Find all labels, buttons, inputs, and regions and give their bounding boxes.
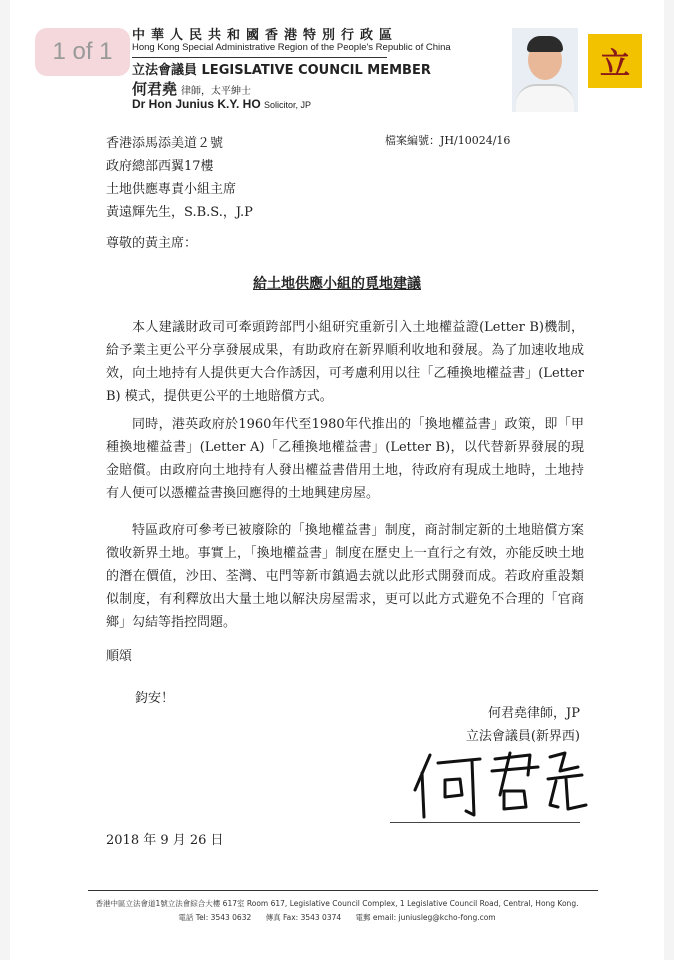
- footer-tel: 電話 Tel: 3543 0632: [178, 913, 252, 922]
- file-number: 檔案編號：JH/10024/16: [385, 134, 511, 147]
- letter-subject: 給土地供應小組的覓地建議: [253, 276, 421, 292]
- recipient-address: 香港添馬添美道２號 政府總部西翼17樓 土地供應專責小組主席 黃遠輝先生，S.B.S.，J.P: [106, 136, 253, 220]
- closing-line-1: 順頌: [106, 649, 133, 664]
- page-indicator: 1 of 1: [35, 28, 130, 76]
- signer-title: 立法會議員(新界西): [465, 729, 580, 744]
- letterhead-en-line: Hong Kong Special Administrative Region of the People's Republic of China: [132, 42, 451, 53]
- letter-date: 2018 年 9 月 26 日: [106, 833, 224, 848]
- member-title: 立法會議員 LEGISLATIVE COUNCIL MEMBER: [132, 63, 431, 78]
- letterhead-divider: [132, 57, 387, 58]
- body-paragraph: 同時，港英政府於1960年代至1980年代推出的「換地權益書」政策，即「甲種換地權益書」(Letter A)「乙種換地權益書」(Letter B)，以代替新界發展的現金賠償。由政府向土地持有人發出權益書借用土地，待政府有現成土地時，土地持有人便可以憑權益書換回應得的土地興建房屋。: [106, 417, 584, 501]
- footer-divider: [88, 890, 598, 891]
- handwritten-signature: [400, 745, 590, 825]
- party-logo-icon: 立: [588, 34, 642, 88]
- signature-line: [390, 822, 580, 823]
- member-name-zh: 何君堯 律師，太平紳士: [132, 80, 252, 98]
- member-portrait: [512, 28, 578, 112]
- body-paragraph: 本人建議財政司可牽頭跨部門小組研究重新引入土地權益證(Letter B)機制，給予業主更公平分享發展成果，有助政府在新界順利收地和發展。為了加速收地成效，向土地持有人提供更大合作誘因，可考慮利用以往「乙種換地權益書」(Letter B) 模式，提供更公平的土地賠償方式。: [106, 320, 584, 404]
- closing-line-2: 鈞安！: [135, 691, 175, 706]
- body-paragraph: 特區政府可參考已被廢除的「換地權益書」制度，商討制定新的土地賠償方案徵收新界土地。事實上，「換地權益書」制度在歷史上一直行之有效，亦能反映土地的潛在價值，沙田、荃灣、屯門等新市鎮過去就以此形式開發而成。若政府重設類似制度，有利釋放出大量土地以解決房屋需求，更可以此方式避免不合理的「官商鄉」勾結等指控問題。: [106, 523, 584, 630]
- footer-address: 香港中區立法會道1號立法會綜合大樓 617室 Room 617, Legislative Council Complex, 1 Legislative Council Road, Central, Hong Kong.: [95, 899, 579, 908]
- salutation: 尊敬的黃主席：: [106, 236, 198, 251]
- letterhead-zh-line: 中華人民共和國香港特別行政區: [132, 28, 399, 43]
- signer-name: 何君堯律師，JP: [488, 706, 580, 721]
- footer-email: 電郵 email: juniusleg@kcho-fong.com: [355, 913, 496, 922]
- footer-contacts: [0, 912, 674, 923]
- footer-fax: 傳真 Fax: 3543 0374: [265, 913, 342, 922]
- member-name-en: Dr Hon Junius K.Y. HO Solicitor, JP: [132, 97, 312, 111]
